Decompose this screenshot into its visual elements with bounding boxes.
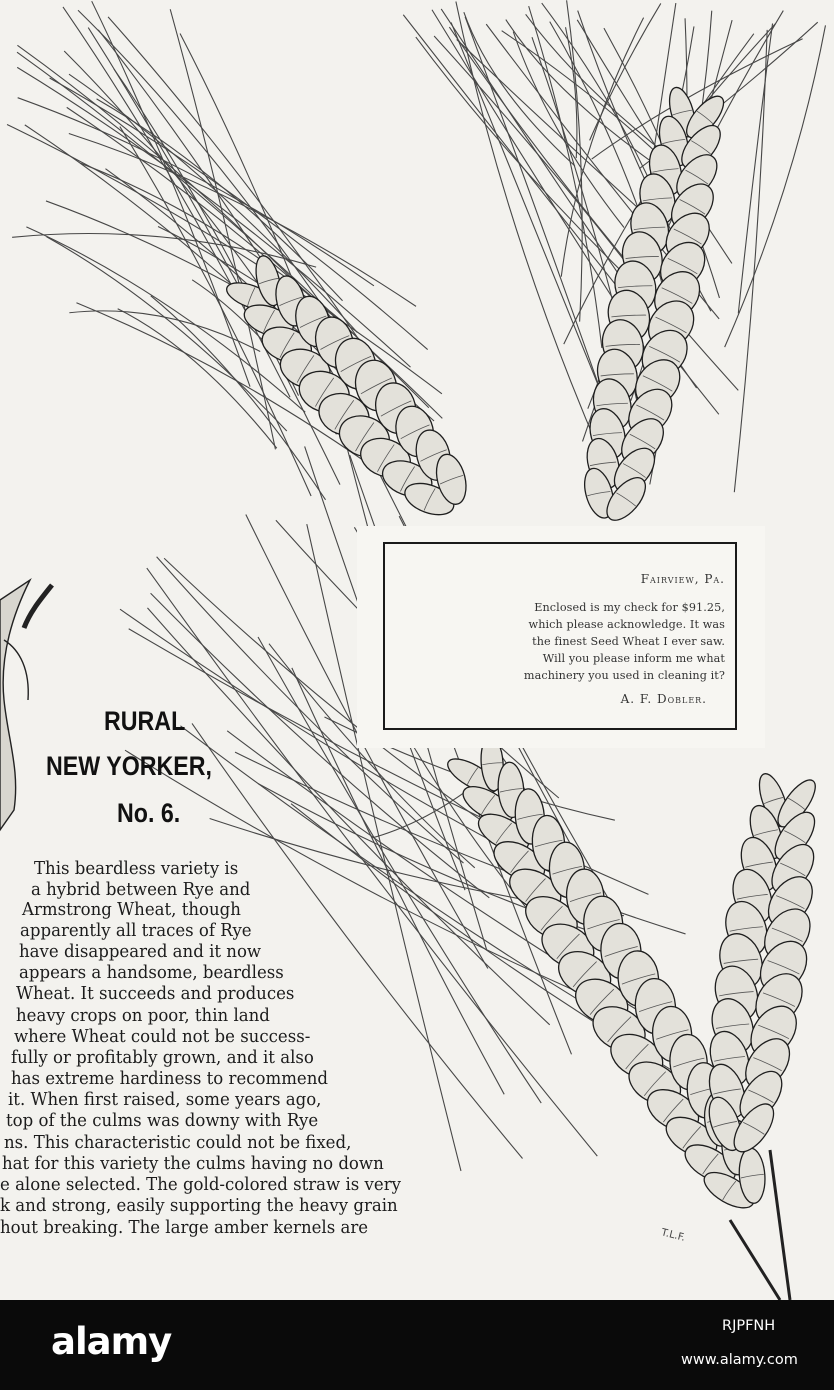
awn-stroke — [734, 30, 767, 492]
description-line: appears a handsome, beardless — [19, 962, 284, 983]
watermark-footer — [0, 1300, 834, 1390]
description-line: e alone selected. The gold-colored straw is very — [0, 1174, 401, 1195]
variety-title-line-2: NEW YORKER, — [46, 751, 213, 781]
awn-stroke — [434, 36, 655, 300]
testimonial-line: which please acknowledge. It was — [528, 618, 725, 631]
description-line: hat for this variety the culms having no down — [2, 1153, 384, 1174]
description-line: ns. This characteristic could not be fixed, — [4, 1132, 352, 1153]
testimonial-line: machinery you used in cleaning it? — [523, 669, 725, 682]
awn-stroke — [170, 9, 275, 449]
testimonial-box — [357, 526, 765, 748]
testimonial-line: the finest Seed Wheat I ever saw. — [532, 635, 725, 648]
wheat-ear — [556, 77, 749, 535]
description-line: hout breaking. The large amber kernels are — [0, 1217, 369, 1238]
description-line: a hybrid between Rye and — [31, 879, 251, 900]
variety-title-line-1: RURAL — [104, 706, 186, 736]
description-line: This beardless variety is — [34, 858, 239, 879]
description-line: Armstrong Wheat, though — [22, 899, 241, 920]
description-line: have disappeared and it now — [19, 941, 262, 962]
description-line: apparently all traces of Rye — [20, 920, 252, 941]
wheat-ear — [203, 234, 498, 545]
description-line: where Wheat could not be success- — [14, 1026, 311, 1047]
description-line: top of the culms was downy with Rye — [6, 1110, 319, 1131]
description-line: heavy crops on poor, thin land — [16, 1005, 270, 1026]
awn-stroke — [17, 67, 410, 367]
description-line: it. When first raised, some years ago, — [8, 1089, 322, 1110]
awn-stroke — [526, 14, 660, 149]
testimonial-frame — [383, 542, 737, 730]
engraver-initials: T.L.F. — [660, 1227, 687, 1244]
testimonial-place: Fairview, Pa. — [640, 572, 725, 586]
testimonial-line: Will you please inform me what — [542, 652, 725, 665]
testimonial-line: Enclosed is my check for $91.25, — [534, 601, 725, 614]
site-url-label: www.alamy.com — [681, 1352, 798, 1368]
awn-stroke — [69, 311, 260, 352]
image-id-label: RJPFNH — [722, 1318, 776, 1334]
description-line: k and strong, easily supporting the heavy grain — [0, 1195, 398, 1216]
awn-stroke — [63, 7, 290, 397]
leaf-fragment — [0, 580, 52, 830]
description-line: Wheat. It succeeds and produces — [16, 983, 295, 1004]
alamy-logo: alamy — [51, 1320, 172, 1363]
description-line: fully or profitably grown, and it also — [11, 1047, 314, 1068]
variety-title-line-3: No. 6. — [117, 798, 181, 828]
description-line: has extreme hardiness to recommend — [11, 1068, 328, 1089]
testimonial-signature: A. F. Dobler. — [620, 692, 707, 706]
awn-stroke — [78, 10, 331, 318]
awn-stroke — [513, 32, 624, 228]
